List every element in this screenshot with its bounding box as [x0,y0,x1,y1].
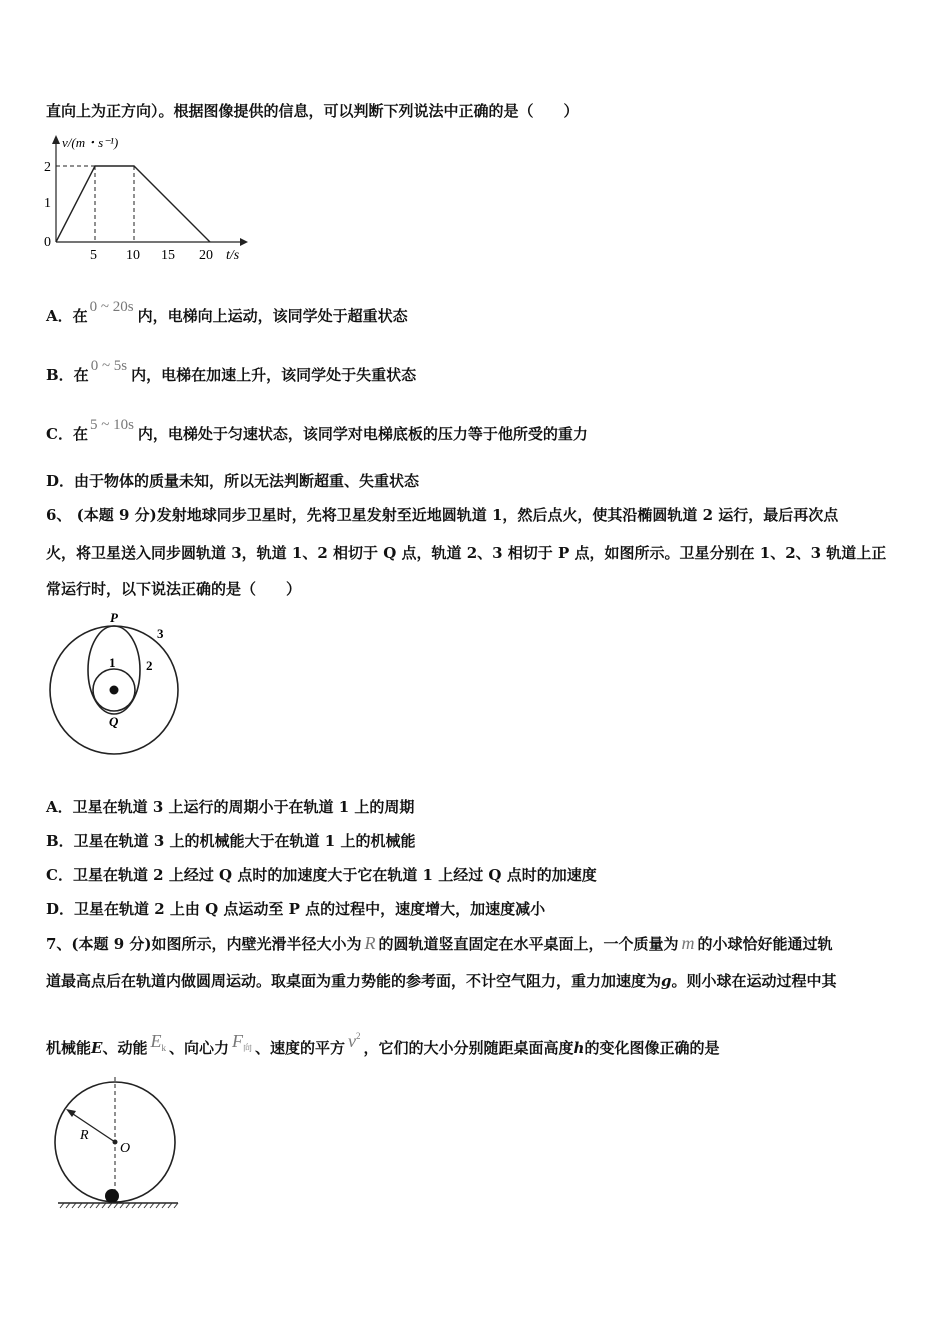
formula-0-20s: 0 ~ 20s [89,299,134,315]
label-2: 2 [146,658,153,673]
label-3: 3 [157,626,164,641]
q5-option-c: C．在 5 ~ 10s 内，电梯处于匀速状态，该同学对电梯底板的压力等于他所受的重力 [46,417,588,443]
symbol-Ek: $E_k$ [150,1031,166,1053]
label-Q: Q [109,714,119,729]
vt-graph [40,130,255,265]
label-1: 1 [109,655,116,670]
ytick-1: 1 [44,196,51,211]
symbol-R: R [364,933,376,953]
graph-ylabel: v/(m・s⁻¹) [62,135,119,150]
symbol-m: m [681,933,695,953]
ytick-0: 0 [44,235,51,250]
xtick-20: 20 [199,248,213,263]
q6-stem-line1: 6、 (本题 9 分)发射地球同步卫星时，先将卫星发射至近地圆轨道 1，然后点火，使其沿椭圆轨道 2 运行，最后再次点 [46,506,839,524]
formula-0-5s: 0 ~ 5s [90,358,128,374]
formula-5-10s: 5 ~ 10s [89,417,134,433]
q7-stem-line1: 7、(本题 9 分)如图所示，内壁光滑半径大小为 R 的圆轨道竖直固定在水平桌面上，一个质量为 m 的小球恰好能通过轨 [46,933,833,953]
graph-xlabel: t/s [226,248,240,263]
xtick-10: 10 [126,248,140,263]
q6-option-a: A．卫星在轨道 3 上运行的周期小于在轨道 1 上的周期 [46,798,415,816]
symbol-g: g [661,972,672,990]
q7-stem-line3: 机械能E、动能 $E_k$ 、向心力 $F_向$ 、速度的平方 $v^2$，它们的大小分别随距桌面高度h的变化图像正确的是 [46,1031,720,1057]
q6-stem-line2: 火，将卫星送入同步圆轨道 3，轨道 1、2 相切于 Q 点，轨道 2、3 相切于 P 点，如图所示。卫星分别在 1、2、3 轨道上正 [46,544,887,562]
xtick-15: 15 [161,248,175,263]
q6-option-c: C．卫星在轨道 2 上经过 Q 点时的加速度大于它在轨道 1 上经过 Q 点时的加速度 [46,866,597,884]
symbol-h: h [573,1039,585,1057]
circle-track-figure [50,1075,190,1217]
q5-stem-tail: 直向上为正方向）。根据图像提供的信息，可以判断下列说法中正确的是（ ） [46,102,579,120]
label-P: P [110,610,118,625]
label-O: O [120,1141,131,1156]
q5-option-b: B．在 0 ~ 5s 内，电梯在加速上升，该同学处于失重状态 [46,358,417,384]
label-R: R [80,1128,89,1143]
q7-stem-line2: 道最高点后在轨道内做圆周运动。取桌面为重力势能的参考面，不计空气阻力，重力加速度为g。则小球在运动过程中其 [46,972,837,990]
symbol-E: E [91,1039,103,1057]
orbit-figure [40,608,190,763]
q5-option-a: A．在 0 ~ 20s 内，电梯向上运动，该同学处于超重状态 [46,299,408,325]
q6-stem-line3: 常运行时，以下说法正确的是（ ） [46,580,302,598]
q6-option-d: D．卫星在轨道 2 上由 Q 点运动至 P 点的过程中，速度增大，加速度减小 [46,900,546,918]
xtick-5: 5 [90,248,97,263]
symbol-F-centripetal: $F_向$ [231,1031,252,1053]
ytick-2: 2 [44,160,51,175]
q5-option-d: D．由于物体的质量未知，所以无法判断超重、失重状态 [46,472,420,490]
symbol-v-squared: $v^2$ [348,1031,361,1051]
q6-option-b: B．卫星在轨道 3 上的机械能大于在轨道 1 上的机械能 [46,832,416,850]
